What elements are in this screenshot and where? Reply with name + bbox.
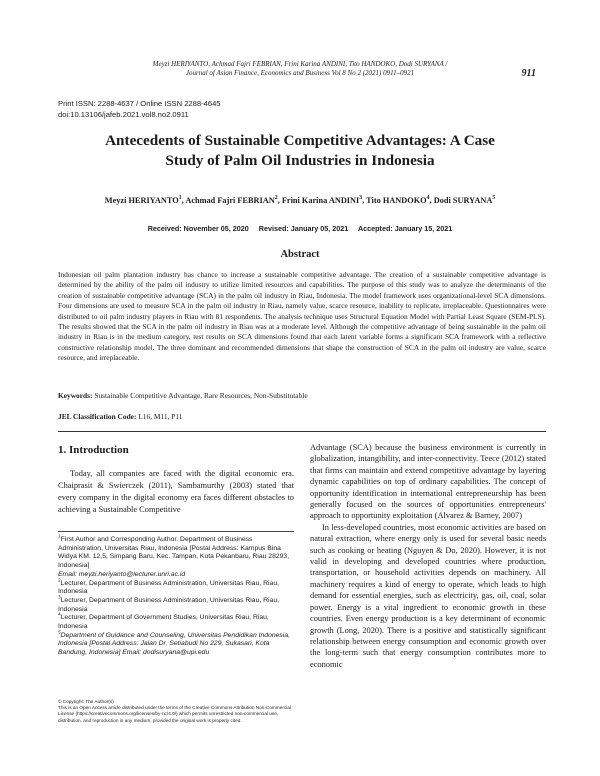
- issn-line: Print ISSN: 2288-4637 / Online ISSN 2288-4645: [58, 99, 221, 108]
- jel-line: [58, 412, 546, 421]
- copyright-line: © Copyright: The Author(s): [58, 699, 114, 704]
- footnote-4: $^4$Lecturer, Department of Government Studies, Universitas Riau, Riau, Indonesia: [58, 613, 269, 631]
- jel-value: L16, M11, P11: [138, 412, 183, 421]
- author-name: Dodi SURYANA: [433, 196, 493, 205]
- title-line-1: Antecedents of Sustainable Competitive Advantages: A Case: [105, 132, 495, 149]
- running-header-authors: Meyzi HERIYANTO, Achmad Fajri FEBRIAN, Frini Karina ANDINI, Tito HANDOKO, Dodi SURYANA /: [152, 60, 448, 68]
- author-name: Frini Karina ANDINI: [281, 196, 360, 205]
- abstract-heading: Abstract: [280, 249, 320, 260]
- issn-block: [58, 99, 221, 120]
- title-line-2: Study of Palm Oil Industries in Indonesia: [165, 152, 435, 169]
- footnote-5: $^5$Department of Guidance and Counseling, Universitas Pendidikan Indonesia, Indonesia [Postal Address: Jalan Dr. Setiabudi No 229, Sukasari, Kota Bandung, Indonesia] Email: dodisuryana@upi.edu: [58, 630, 291, 657]
- footnote-divider: [58, 531, 294, 532]
- page-number: 911: [521, 68, 536, 79]
- author-list: Meyzi HERIYANTO$^1$, Achmad Fajri FEBRIAN$^2$, Frini Karina ANDINI$^3$, Tito HANDOKO$^4$, Dodi SURYANA$^5$: [104, 195, 496, 205]
- footnotes: [58, 536, 294, 658]
- author-sup: 4: [426, 195, 430, 202]
- footnote-2: $^2$Lecturer, Department of Business Administration, Universitas Riau, Riau, Indonesia: [58, 578, 280, 596]
- keywords-value: Sustainable Competitive Advantage, Rare Resources, Non-Substitutable: [94, 391, 308, 400]
- doi-line[interactable]: doi:10.13106/jafeb.2021.vol8.no2.0911: [58, 109, 189, 119]
- author-sup: 5: [492, 195, 496, 202]
- footnote-email[interactable]: Email: meyzi.heriyanto@lecturer.unri.ac.id: [58, 570, 186, 578]
- keywords-label: Keywords:: [58, 391, 93, 400]
- author-sup: 3: [359, 195, 363, 202]
- intro-paragraph: Advantage (SCA) because the business environment is currently in globalization, intangibility, and inter-connectivity. Teece (2012) stated that firms can maintain and extend competitive advantage by layering dynamic capabilities on top of ordinary capabilities. The concept of opportunity identification in international entrepreneurship has been generally focused on the sources of opportunities entrepreneurs' approach to opportunity exploitation (Alvarez & Barney, 2007): [310, 443, 546, 521]
- jel-label: JEL Classification Code:: [58, 412, 137, 421]
- author-name: Tito HANDOKO: [366, 196, 427, 205]
- footnote-3: $^3$Lecturer, Department of Business Administration, Universitas Riau, Riau, Indonesia: [58, 595, 280, 613]
- intro-paragraph: In less-developed countries, most economic activities are based on natural extraction, where energy only is used for several basic needs such as cooking or heating (Nguyen & Do, 2020). However, it is not valid in developing and developed countries where production, transportation, or household activities depends on machinery. All machinery requires a kind of energy to operate, which leads to high demand for essential energies, such as electricity, gas, oil, coal, solar power. Energy is a vital ingredient to economic growth in these countries. Even energy production is a key determinant of economic growth (Long, 2020). There is a positive and statistically significant relationship between energy consumption and economic growth over the long-term such that energy consumption contributes more to economic: [310, 522, 546, 669]
- copyright-notice: [58, 699, 294, 724]
- keywords-line: [58, 391, 546, 400]
- abstract-text: Indonesian oil palm plantation industry has chance to increase a sustainable competitive advantage. The creation of a sustainable competitive advantage is determined by the ability of the palm oil industry to utilize limited resources and capabilities. The purpose of this study was to analyze the determinants of the creation of sustainable competitive advantage (SCA) in the palm oil industry in Riau, Indonesia. The model framework uses organizational-level SCA dimensions. Four dimensions are used to measure SCA in the palm oil industry in Riau, namely value, scarce resource, inability to replicate, irreplaceable. Questionnaires were distributed to oil palm industry players in Riau with 81 respondents. The analysis technique uses Structural Equation Model with Partial Least Square (SEM-PLS). The results showed that the SCA in the palm oil industry in Riau was at a moderate level. Although the competitive advantage of being sustainable in the palm oil industry in Riau is in the medium category, test results on SCA dimensions found that each latent variable forms a significant SCA framework with a reflective constructive relationship model. The three dominant and recommended dimensions that shape the construction of SCA in the palm oil industry are value, scarce resource, and irreplaceable.: [58, 270, 546, 363]
- publication-dates: Received: November 05, 2020 Revised: January 05, 2021 Accepted: January 15, 2021: [147, 224, 453, 233]
- right-column: [310, 442, 546, 670]
- running-header-journal: Journal of Asian Finance, Economics and Business Vol 8 No 2 (2021) 0911–0921: [185, 69, 415, 77]
- left-column: [58, 468, 294, 516]
- author-name: Meyzi HERIYANTO: [104, 196, 179, 205]
- author-name: Achmad Fajri FEBRIAN: [185, 196, 275, 205]
- license-text: This is an Open Access article distributed under the terms of the Creative Commons Attribution Non-Commercial License (https://creativecommons.org/licenses/by-nc/4.0/) which permits unrestricted non-commercial use, distribution, and reproduction in any medium, provided the original work is properly cited.: [58, 705, 291, 723]
- section-heading-introduction: 1. Introduction: [58, 444, 129, 456]
- section-divider: [58, 431, 546, 432]
- author-sup: 1: [178, 195, 182, 202]
- paper-title: [80, 131, 520, 171]
- intro-paragraph: Today, all companies are faced with the digital economic era. Chaiprasit & Swierczek (2011), Sambamurthy (2003) stated that every company in the digital economy era faces different obstacles to achieving a Sustainable Competitive: [58, 469, 294, 514]
- footnote-1: $^1$First Author and Corresponding Author. Department of Business Administration, Universitas Riau, Indonesia [Postal Address: Kampus Bina Widya KM. 12,5, Simpang Baru, Kec. Tampan, Kota Pekanbaru, Riau 28293, Indonesia] Email: meyzi.heriyanto@lecturer.unri.ac.id: [58, 534, 290, 578]
- running-header: [80, 60, 520, 78]
- author-sup: 2: [274, 195, 278, 202]
